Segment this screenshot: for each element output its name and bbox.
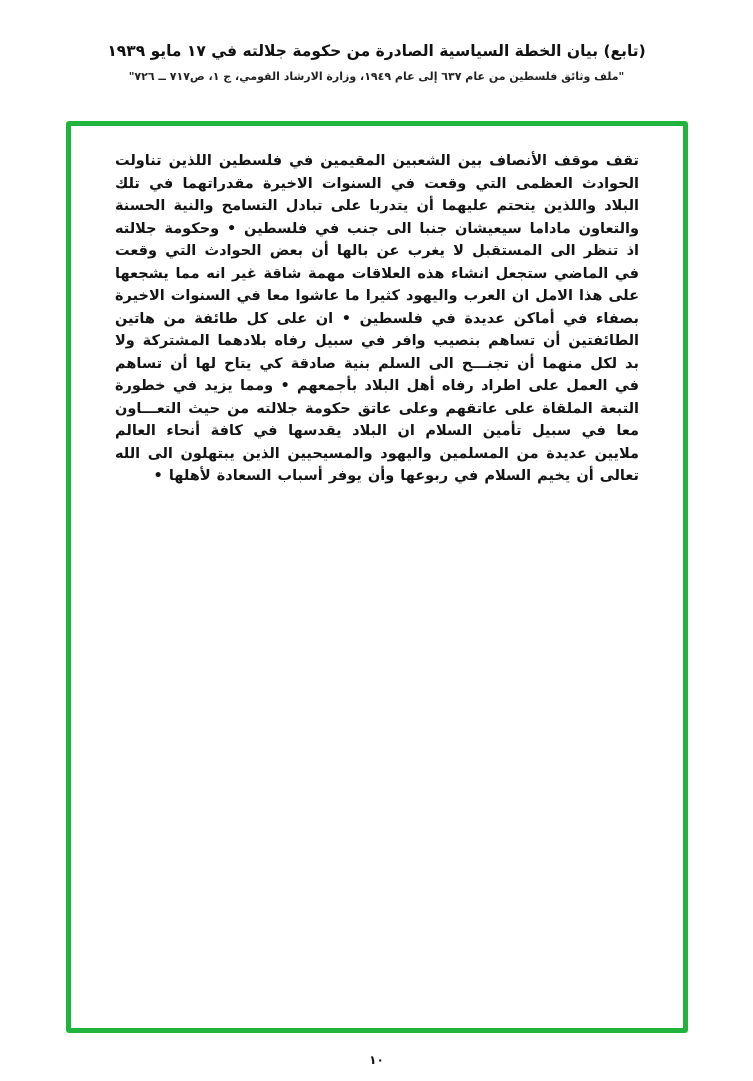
document-header xyxy=(0,42,753,83)
page-number: ١٠ xyxy=(369,1053,384,1067)
document-subtitle: "ملف وثائق فلسطين من عام ٦٣٧ إلى عام ١٩٤٩، وزارة الارشاد القومي، ج ١، ص٧١٧ ــ ٧٢٦" xyxy=(128,70,625,83)
document-title: (تابع) بيان الخطة السياسية الصادرة من حكومة جلالته في ١٧ مايو ١٩٣٩ xyxy=(107,42,646,60)
body-paragraph: تقف موقف الأنصاف بين الشعبين المقيمين في فلسطين اللذين تناولت الحوادث العظمى التي وقعت في السنوات الاخيرة مقدراتهما في تلك البلاد واللذين يتحتم عليهما أن يتدربا على تبادل التسامح والنية الحسنة والتعاون ماداما سيعيشان جنبا الى جنب في فلسطين • وحكومة جلالته اذ تنظر الى المستقبل لا يغرب عن بالها أن بعض الحوادث التي وقعت في الماضي ستجعل انشاء هذه العلاقات مهمة شاقة غير انه مما يشجعها على هذا الامل ان العرب واليهود كثيرا ما عاشوا معا في السنوات الاخيرة بصفاء في أماكن عديدة في فلسطين • ان على كل طائفة من هاتين الطائفتين أن تساهم بنصيب وافر في سبيل رفاه بلادهما المشتركة ولا بد لكل منهما أن تجنـــح الى السلم بنية صادقة كي يتاح لها أن تساهم في العمل على اطراد رفاه أهل البلاد بأجمعهم • ومما يزيد في خطورة التبعة الملقاة على عاتقهم وعلى عاتق حكومة جلالته من حيث التعـــاون معا في سبيل تأمين السلام ان البلاد يقدسها في كافة أنحاء العالم ملايين عديدة من المسلمين واليهود والمسيحيين الذين يبتهلون الى الله تعالى أن يخيم السلام في ربوعها وأن يوفر أسباب السعادة لأهلها • xyxy=(115,153,639,484)
green-border-frame xyxy=(66,121,688,1033)
